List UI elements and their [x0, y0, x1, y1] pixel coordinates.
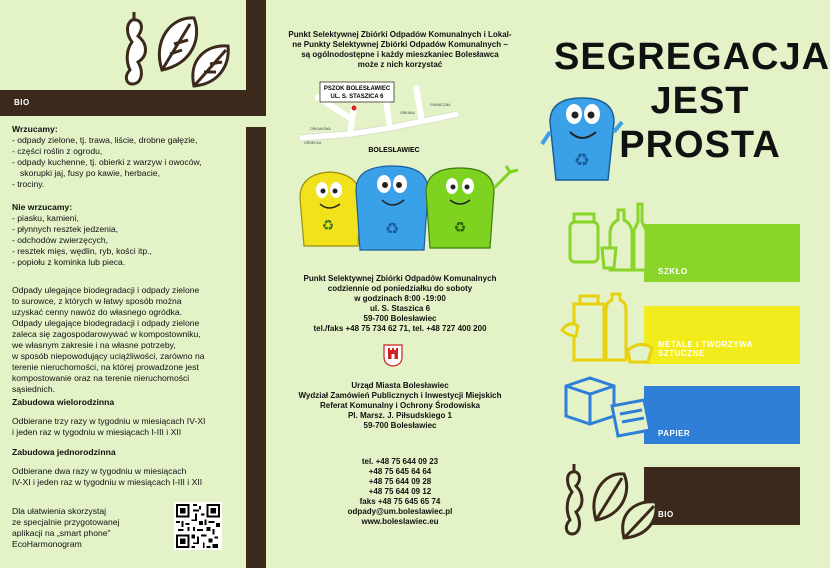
- intro-line: są ogólnodostępne i każdy mieszkaniec Bolesławca: [301, 50, 499, 59]
- map-city: BOLESŁAWIEC: [368, 147, 420, 154]
- para-line: uzyskać cenny nawóz do własnego ogródka.: [12, 307, 183, 317]
- app-line: aplikacji na „smart phone": [12, 528, 111, 538]
- svg-text:♻: ♻: [573, 150, 591, 171]
- title-line-2: JEST: [650, 80, 750, 122]
- para-line: Odpady ulegające biodegradacji i odpady zielone: [12, 285, 200, 295]
- svg-text:♻: ♻: [321, 218, 335, 234]
- urzad-line: 59-700 Bolesławiec: [363, 421, 437, 430]
- list-item: - piasku, kamieni,: [12, 213, 79, 223]
- map-street: GRANICZNA: [430, 103, 451, 107]
- brown-strip-top: [246, 0, 266, 116]
- band-label: METALE I TWORZYWA SZTUCZNE: [658, 340, 753, 358]
- qr-code-icon[interactable]: [174, 502, 222, 550]
- schedule-line: IV-XI i jeden raz w tygodniu w miesiącach I-III i XII: [12, 477, 203, 487]
- list-item: - odpady kuchenne, tj. obierki z warzyw i owoców,: [12, 157, 202, 167]
- urzad-address: [270, 381, 530, 431]
- svg-text:♻: ♻: [453, 220, 467, 236]
- location-map[interactable]: [290, 78, 460, 158]
- pszok-line: tel./faks +48 75 734 62 71, tel. +48 727 400 200: [313, 324, 487, 333]
- list-item: - płynnych resztek jedzenia,: [12, 224, 119, 234]
- para-line: Odpady ulegające biodegradacji i odpady zielone: [12, 318, 200, 328]
- app-line: EcoHarmonogram: [12, 539, 82, 549]
- urzad-line: Wydział Zamówień Publicznych i Inwestycji Miejskich: [298, 391, 502, 400]
- title-line-1: SEGREGACJA: [554, 36, 830, 78]
- para-line: zaleca się zagospodarowywać w kompostowniku,: [12, 329, 201, 339]
- band-szklo[interactable]: [644, 224, 800, 282]
- band-papier[interactable]: [644, 386, 800, 444]
- app-info: [12, 506, 162, 550]
- schedule-line: Odbierane dwa razy w tygodniu w miesiącach: [12, 466, 187, 476]
- svg-text:♻: ♻: [384, 219, 400, 238]
- metal-plastic-icon: [560, 290, 656, 366]
- pszok-line: ul. S. Staszica 6: [369, 304, 431, 313]
- para-line: to surowce, z których w łatwy sposób można: [12, 296, 182, 306]
- list-item: skorupki jaj, fusy po kawie, herbacie,: [20, 168, 160, 178]
- paper-boxes-icon: [562, 376, 652, 440]
- bio-header-label: BIO: [14, 98, 30, 107]
- para-line: sąsiednich.: [12, 384, 55, 394]
- bio-header-bar: [0, 90, 246, 116]
- pszok-line: 59-700 Bolesławiec: [363, 314, 437, 323]
- para-line: w sposób niepowodujący uciążliwości, zarówno na: [12, 351, 205, 361]
- para-line: we własnym zakresie i na własne potrzeby,: [12, 340, 176, 350]
- bio-waste-icon: [562, 460, 662, 540]
- pszok-line: w godzinach 8:00 -19:00: [354, 294, 446, 303]
- map-label-1: PSZOK BOLESŁAWIEC: [323, 86, 391, 92]
- list-item: - odchodów zwierzęcych,: [12, 235, 109, 245]
- yellow-bin-icon: [300, 172, 360, 246]
- blue-bin-icon: [356, 166, 428, 250]
- wrzucamy-block: [12, 124, 244, 190]
- band-label: PAPIER: [658, 429, 691, 438]
- phone-line: tel. +48 75 644 09 23: [361, 457, 439, 466]
- nie-wrzucamy-title: Nie wrzucamy:: [12, 202, 73, 212]
- phone-line: +48 75 645 64 64: [368, 467, 432, 476]
- website-link[interactable]: www.boleslawiec.eu: [361, 517, 439, 526]
- recycling-bins-mascots: [296, 158, 526, 258]
- intro-line: Punkt Selektywnej Zbiórki Odpadów Komunalnych i Lokal-: [288, 30, 512, 39]
- list-item: - popiołu z kominka lub pieca.: [12, 257, 126, 267]
- wielorodzinna-block: [12, 397, 244, 438]
- bio-leaves-icon: [122, 10, 232, 88]
- jednorodzinna-block: [12, 447, 244, 488]
- band-metale[interactable]: [644, 306, 800, 364]
- urzad-line: Urząd Miasta Bolesławiec: [351, 381, 449, 390]
- list-item: - trociny.: [12, 179, 45, 189]
- info-paragraph: [12, 285, 244, 395]
- green-bin-icon: [426, 166, 518, 248]
- map-street: ORKANOWA: [310, 127, 331, 131]
- map-label-2: UL. S. STASZICA 6: [330, 94, 384, 100]
- fax-line: faks +48 75 645 65 74: [359, 497, 441, 506]
- brown-strip: [246, 127, 266, 568]
- urzad-line: Referat Komunalny i Ochrony Środowiska: [319, 401, 481, 410]
- wielorodzinna-title: Zabudowa wielorodzinna: [12, 397, 115, 407]
- app-line: ze specjalnie przygotowanej: [12, 517, 120, 527]
- band-label: BIO: [658, 510, 674, 519]
- jednorodzinna-title: Zabudowa jednorodzinna: [12, 447, 116, 457]
- email-link[interactable]: odpady@um.boleslawiec.pl: [347, 507, 453, 516]
- title-line-3: PROSTA: [619, 124, 781, 166]
- para-line: terenie nieruchomości, na której prowadzone jest: [12, 362, 199, 372]
- map-street: ORKANA: [400, 111, 415, 115]
- wrzucamy-title: Wrzucamy:: [12, 124, 58, 134]
- app-line: Dla ułatwienia skorzystaj: [12, 506, 107, 516]
- intro-line: może z nich korzystać: [357, 60, 443, 69]
- schedule-line: i jeden raz w tygodniu w miesiącach I-III i XII: [12, 427, 182, 437]
- para-line: kompostowanie oraz na terenie nieruchomości: [12, 373, 190, 383]
- map-street: ORNECKA: [304, 141, 322, 145]
- left-panel: [0, 0, 266, 568]
- band-bio[interactable]: [644, 467, 800, 525]
- city-crest-icon: [382, 343, 404, 367]
- phone-line: +48 75 644 09 28: [368, 477, 432, 486]
- schedule-line: Odbierane trzy razy w tygodniu w miesiącach IV-XI: [12, 416, 206, 426]
- nie-wrzucamy-block: [12, 202, 244, 268]
- list-item: - części roślin z ogrodu,: [12, 146, 103, 156]
- blue-bin-mascot-icon: [542, 92, 622, 187]
- band-label: SZKŁO: [658, 267, 688, 276]
- intro-line: ne Punkty Selektywnej Zbiórki Odpadów Komunalnych –: [292, 40, 508, 49]
- list-item: - resztek mięs, wędlin, ryb, kości itp.,: [12, 246, 152, 256]
- pszok-intro: [270, 30, 530, 70]
- glass-jars-icon: [564, 200, 654, 280]
- pszok-hours: [270, 274, 530, 334]
- pszok-line: Punkt Selektywnej Zbiórki Odpadów Komunalnych: [303, 274, 497, 283]
- urzad-line: Pl. Marsz. J. Piłsudskiego 1: [347, 411, 453, 420]
- pszok-line: codziennie od poniedziałku do soboty: [327, 284, 473, 293]
- phone-line: +48 75 644 09 12: [368, 487, 432, 496]
- contact-info: [270, 457, 530, 527]
- map-pin-icon: [352, 106, 357, 111]
- list-item: - odpady zielone, tj. trawa, liście, drobne gałęzie,: [12, 135, 198, 145]
